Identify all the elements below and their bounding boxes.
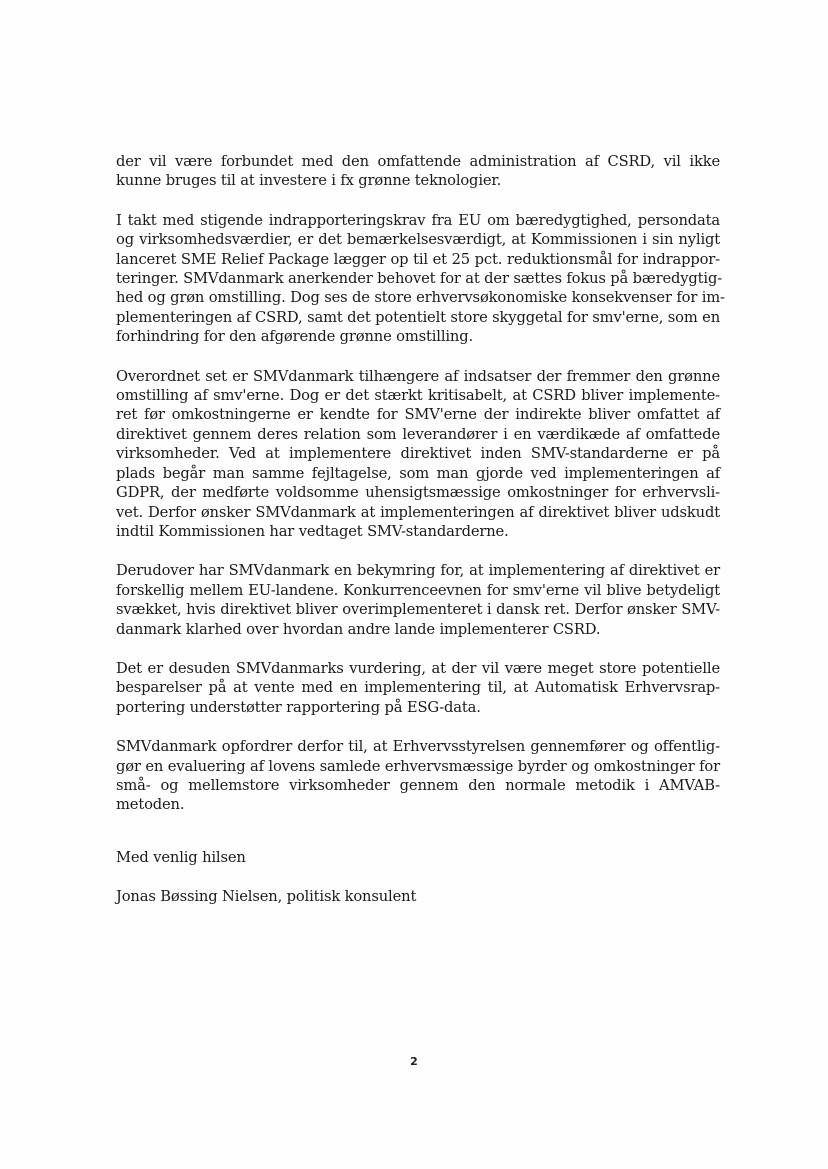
closing-greeting: Med venlig hilsen — [116, 849, 246, 866]
text-line: gør en evaluering af lovens samlede erhvervsmæssige byrder og omkostninger for — [116, 757, 720, 775]
paragraph-4 — [116, 561, 720, 639]
text-line: Det er desuden SMVdanmarks vurdering, at der vil være meget store potentielle — [116, 659, 720, 677]
text-line: Overordnet set er SMVdanmark tilhængere af indsatser der fremmer den grønne — [116, 367, 720, 385]
paragraph-1 — [116, 152, 720, 191]
text-line: GDPR, der medførte voldsomme uhensigtsmæssige omkostninger for erhvervsli- — [116, 484, 720, 502]
text-line: vet. Derfor ønsker SMVdanmark at implementeringen af direktivet bliver udskudt — [116, 503, 720, 521]
text-line: forskellig mellem EU-landene. Konkurrenceevnen for smv'erne vil blive betydeligt — [116, 581, 720, 599]
text-line: og virksomhedsværdier, er det bemærkelsesværdigt, at Kommissionen i sin nyligt — [116, 231, 720, 249]
paragraph-3 — [116, 367, 720, 542]
text-line: danmark klarhed over hvordan andre lande implementerer CSRD. — [116, 620, 601, 638]
text-line: indtil Kommissionen har vedtaget SMV-standarderne. — [116, 522, 509, 540]
text-line: Derudover har SMVdanmark en bekymring for, at implementering af direktivet er — [116, 562, 720, 580]
text-line: kunne bruges til at investere i fx grønne teknologier. — [116, 172, 502, 190]
paragraph-6 — [116, 737, 720, 815]
signature-line: Jonas Bøssing Nielsen, politisk konsulent — [116, 888, 417, 905]
text-line: portering understøtter rapportering på ESG-data. — [116, 698, 481, 716]
text-line: metoden. — [116, 796, 185, 814]
document-body — [116, 152, 725, 835]
paragraph-2 — [116, 211, 725, 347]
text-line: plementeringen af CSRD, samt det potentielt store skyggetal for smv'erne, som en — [116, 308, 721, 326]
text-line: der vil være forbundet med den omfattende administration af CSRD, vil ikke — [116, 153, 720, 170]
text-line: hed og grøn omstilling. Dog ses de store erhvervsøkonomiske konsekvenser for im- — [116, 289, 725, 307]
page-number: 2 — [410, 1055, 418, 1068]
text-line: plads begår man samme fejltagelse, som man gjorde ved implementeringen af — [116, 464, 720, 482]
text-line: ret før omkostningerne er kendte for SMV'erne der indirekte bliver omfattet af — [116, 406, 720, 424]
text-line: små- og mellemstore virksomheder gennem den normale metodik i AMVAB- — [116, 776, 720, 794]
text-line: direktivet gennem deres relation som leverandører i en værdikæde af omfattede — [116, 425, 720, 443]
text-line: I takt med stigende indrapporteringskrav fra EU om bæredygtighed, persondata — [116, 211, 720, 229]
text-line: virksomheder. Ved at implementere direktivet inden SMV-standarderne er på — [116, 445, 720, 463]
text-line: omstilling af smv'erne. Dog er det stærkt kritisabelt, at CSRD bliver implemente- — [116, 387, 720, 405]
text-line: svækket, hvis direktivet bliver overimplementeret i dansk ret. Derfor ønsker SMV- — [116, 601, 720, 619]
text-line: lanceret SME Relief Package lægger op til et 25 pct. reduktionsmål for indrappor- — [116, 250, 720, 268]
text-line: teringer. SMVdanmark anerkender behovet for at der sættes fokus på bæredygtig- — [116, 270, 723, 288]
paragraph-5 — [116, 659, 720, 717]
text-line: SMVdanmark opfordrer derfor til, at Erhvervsstyrelsen gennemfører og offentlig- — [116, 738, 720, 756]
text-line: besparelser på at vente med en implementering til, at Automatisk Erhvervsrap- — [116, 679, 720, 697]
text-line: forhindring for den afgørende grønne omstilling. — [116, 328, 474, 346]
